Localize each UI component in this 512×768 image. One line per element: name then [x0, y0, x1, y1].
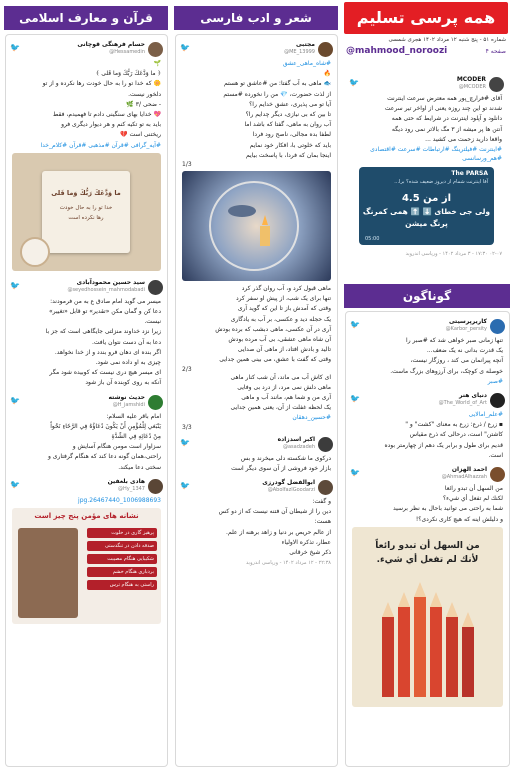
tweet-line: لطفا بده مجالی، ناصح رود فردا: [252, 131, 331, 139]
tweet-line: نیست.: [144, 318, 161, 326]
tweet-line: تنها برای یک شب، از پیش او سفر کرد: [235, 295, 331, 303]
image-list-item: راستی به هنگام ترس: [87, 580, 157, 590]
tweet-line: دانلود و آپلود اینترنت در شرایط که حتی همه: [391, 115, 502, 123]
tweet-line: ماهی دلش نمی مرد، از درد بی وفایی: [237, 383, 331, 391]
image-caption: من السهل أن تبدو رائعاً: [375, 540, 480, 551]
tweet-author[interactable]: دنیای هنر: [459, 392, 487, 400]
tweet-line: شما به راحتی می توانید باحال به نظر برسید: [393, 505, 503, 513]
avatar[interactable]: [490, 393, 505, 408]
quran-card: [5, 34, 168, 767]
avatar[interactable]: [490, 467, 505, 482]
quote-time: 05:00: [365, 236, 380, 243]
quote-title: The PARSA: [451, 170, 488, 178]
tweet-line: آری در آن عکسی، ماهی دبشب که برده بودش: [215, 325, 331, 333]
tweet-line: راحتی،همان گونه دعا کند که هنگام گرفتاری و: [47, 453, 161, 461]
tweet-line: 💖 خدایا بهای سنگینی دادم تا فهمیدم، فقط: [52, 111, 161, 119]
quote-line: از من 4.5: [401, 193, 452, 205]
avatar[interactable]: [490, 319, 505, 334]
masthead-handle[interactable]: @mahmood_noroozi: [346, 46, 448, 56]
tweet-hashtag[interactable]: #حسین_دهقان: [292, 414, 331, 422]
tweet-handle[interactable]: @AhmadAlhazzah: [441, 474, 487, 481]
tweet-line: یک حجله دید و عکسی، بر آب به یادگاری: [230, 315, 331, 323]
image-list-item: شکیبایی هنگام مصیبت: [87, 554, 157, 564]
avatar[interactable]: [148, 479, 163, 494]
avatar[interactable]: [318, 42, 333, 57]
tweet-line: آیا تو می پذیری، عشق خدایم را؟: [249, 100, 331, 108]
tweet-line: از لذت حضورت، 💎 من را نخورده #مستم: [223, 90, 331, 98]
tweet-author[interactable]: ابوالفضل گودرزی: [262, 479, 315, 487]
tweet-author[interactable]: حدیث نوشته: [108, 393, 145, 401]
tweet-line: ▪ زرع / ذرع: زرع به معنای "کشت" و ": [405, 421, 503, 429]
tweet-line: تنها زمانی صبر خواهی شد که #صبر را: [406, 337, 503, 344]
tweet-line: وقتی که گفت با عشق، می بینی همین جدایی: [219, 356, 331, 364]
avatar[interactable]: [148, 280, 163, 295]
tweet-author[interactable]: هادی بلغفین: [107, 477, 145, 485]
quote-line: ولی جی خطای ⬇️ ⬆️ همی کمرنگ: [362, 207, 491, 217]
tweet-handle[interactable]: @seyedhossein_mahmodabadi: [67, 286, 145, 293]
tweet-line: سختی دعا میکند.: [118, 463, 161, 471]
tweet-author[interactable]: مجتبی: [295, 41, 315, 48]
twitter-bird-icon: 🐦: [180, 43, 190, 52]
image-list-item: بردباری هنگام خشم: [87, 567, 157, 577]
tweet-line: و گفت:: [312, 498, 331, 506]
tweet-line: دین را از شیطان آن فتنه نیست که از دو کس: [218, 508, 331, 516]
section-header-poetry: شعر و ادب فارسی: [174, 6, 338, 30]
tweet-hashtag[interactable]: #شاه_ماهی_عشق: [282, 60, 331, 67]
tweet-handle[interactable]: @asadzadeh: [282, 443, 315, 450]
tweet-line: باید به تو تکیه کنم و هر دیوار دیگری فرو: [61, 121, 161, 129]
tweet-line: 🌼 که خدا تو را به حال خودت رها نکرده و از تو: [42, 80, 161, 88]
image-list-item: پرهیز گاری در خلوت: [87, 528, 157, 538]
thread-counter: 2/3: [182, 365, 192, 373]
quote-line: پرنگ میشن: [405, 219, 448, 229]
tweet-author[interactable]: حسام فرهنگی قوچانی: [77, 41, 145, 48]
tweet-line: امام باقر علیه السلام:: [106, 412, 161, 420]
quote-sub: آقا اینترنت شمام از دیروز ضعیف شده؟ برا...: [394, 179, 488, 186]
twitter-bird-icon: 🐦: [350, 320, 360, 329]
avatar[interactable]: [148, 395, 163, 410]
tweet-line: ماهی قبول کرد و، آب روان گذر کرد: [241, 285, 331, 293]
tweet-line: واقعا دارید زحمت می کشید ...: [425, 135, 502, 143]
middle-column: [172, 0, 340, 768]
tweet-line: آنتن ها پر میشه از ۳ مگ بالاتر نمی رود دیگه: [391, 125, 502, 133]
tweet-line: است.: [488, 451, 503, 459]
tweet-line: بازار خود فروشی از آن سوی دیگر است: [231, 464, 331, 472]
tweet-handle[interactable]: @Karbor_persity: [445, 326, 487, 332]
tweet-line: عطار، تذکره الاولیاء: [281, 538, 331, 546]
tweet-line: کاشتن" است، درحالی که ذرع مقیاس: [409, 431, 503, 439]
tweet-meta: ۰۲-۰۷ ۱۷:۳۰ - ۳ مرداد ۱۴۰۲ - ورپاسی اندروید: [405, 251, 502, 258]
tweet-line: دلخور نیست.: [128, 90, 161, 98]
tweet-image-fish-globe[interactable]: [182, 171, 331, 281]
tweet-line: اگر بنده ای دهان فرو بندد و از خدا نخواهد.: [54, 348, 161, 356]
quoted-tweet[interactable]: [359, 167, 494, 245]
tweet-line: من السهل أن تبدو رائعا: [444, 485, 503, 493]
tweet-line: مِنْ دُعَائِهِ فِي الشِّدَّةِ: [111, 433, 161, 441]
thread-counter: 1/3: [182, 161, 192, 169]
twitter-bird-icon: 🐦: [10, 280, 20, 290]
image-list-item: صدقه دادن در تنگدستی: [87, 541, 157, 551]
tweet-line: 🐟 ماهی به آب گفتا: من #عاشق تو هستم: [223, 80, 331, 88]
tweet-handle[interactable]: @H_jamshidi: [112, 401, 145, 408]
avatar[interactable]: [489, 77, 504, 92]
fish-globe-illustration: [182, 171, 327, 281]
tweet-hashtag[interactable]: #علم_امالایی: [468, 411, 503, 419]
tweet-line: یک لحظه غفلت از آن، یعنی همین جدایی: [230, 404, 331, 412]
poetry-card: [175, 34, 338, 767]
twitter-bird-icon: 🐦: [349, 78, 359, 87]
tweet-author[interactable]: اکبر اسدزاده: [277, 435, 315, 443]
tweet-line: شدند تو این چند روزه یعنی از اواخر تیر سرعت: [384, 105, 502, 113]
tweet-line: آری من و شما هم، مانند آب و ماهی: [241, 394, 331, 402]
tweet-handle[interactable]: @Hessamedin: [109, 49, 145, 55]
tweet-line: زیرا نزد خداوند منزلتی جایگاهی است که جز با: [45, 328, 161, 336]
masthead-issue: شماره ۵۱ - پنج شنبه ۱۲ مرداد ۱۴۰۲ هجری شمسی: [388, 37, 506, 43]
tweet-line: 🔥: [323, 70, 331, 78]
tweet-card-mcoder: [345, 74, 508, 276]
tweet-line: دعا کن و گمان مکن «تقدیر» تو قابل «تغییر»: [48, 308, 161, 316]
tweet-line: يَنْبَغي لِلْمُؤْمِنِ أَنْ يَكُونَ دُعَاؤُهُ فِي الرَّخَاءِ نَحْواً: [50, 422, 161, 430]
tweet-line: دركوى ما شكسته دلى ميخرند و بس: [240, 454, 331, 462]
twitter-bird-icon: 🐦: [10, 395, 20, 405]
tweet-line: دعا به آن دست نتوان یافت.: [92, 338, 161, 346]
tweet-handle[interactable]: @MCODER: [458, 84, 486, 90]
tweet-line: هست:: [314, 518, 331, 526]
tweet-line: ذکر شیخ خرقانی: [289, 549, 331, 557]
thread-counter: 3/3: [182, 423, 192, 431]
tweet-line: یک قدرت بدانی نه یک ضعف...: [426, 347, 503, 355]
twitter-bird-icon: 🐦: [10, 43, 20, 52]
tweet-line: آب روان به ماهی، گفتا که باشد اما: [244, 121, 331, 129]
tweet-author[interactable]: احمد الهزان: [451, 466, 487, 474]
tweet-line: ریختنی است 💔: [120, 131, 161, 139]
tweet-handle[interactable]: @Hy_1347: [118, 485, 145, 492]
tweet-line: - ضحی /۳ 🌿: [126, 100, 161, 108]
tweet-image-pencils[interactable]: [352, 527, 503, 707]
tweet-author[interactable]: سید حسین محمودآبادی: [76, 278, 145, 286]
tweet-line: آنچه پیرانمان می کند ، روزگار نیست،: [410, 357, 503, 365]
tweet-image-quran-card[interactable]: [12, 153, 161, 271]
tweet-line: 🌱: [153, 60, 161, 67]
tweet-line: چیزی به او داده نمی شود.: [95, 359, 161, 367]
tweet-line: آقای #فرارچ_پور همه معترض سرعت اینترنت: [387, 95, 502, 102]
tweet-line: میسر می گوید امام صادق ع به من فرمودند:: [50, 297, 161, 305]
tweet-line: سزاوار است مومن هنگام آسایش و: [72, 443, 161, 451]
image-caption: خدا تو را به حال خودت: [59, 204, 113, 211]
misc-card: [345, 311, 510, 767]
masthead-page: صفحه ۴: [485, 48, 506, 55]
section-header-quran: قرآن و معارف اسلامی: [4, 6, 168, 30]
left-column: [0, 0, 170, 768]
tweet-author[interactable]: MCODER: [456, 76, 486, 83]
image-caption: لأنك لم تفعل أي شيء.: [376, 554, 479, 565]
right-column: [342, 0, 512, 768]
tweet-author[interactable]: کاریرپرسیتی: [448, 318, 487, 325]
avatar[interactable]: [318, 437, 333, 452]
twitter-bird-icon: 🐦: [10, 479, 20, 489]
pencils-illustration: [352, 577, 502, 707]
tweet-handle[interactable]: @ME_13999: [284, 49, 315, 55]
tweet-line: آن شاه ماهی عشقی، بی آب مرده بودش: [228, 336, 331, 344]
masthead-logo: همه پرسی تسلیم: [344, 2, 508, 34]
tweet-link[interactable]: 1006988693_26467440.jpg: [78, 496, 161, 504]
tweet-meta: ۲۲:۳۸ - ۱۲ مرداد ۱۴۰۲ - ورپاسی اندروید: [246, 560, 331, 567]
tweet-line: ای کاش آب می ماند، آن شب کنار ماهی: [230, 373, 331, 381]
tweet-line: آنکه به روی کوبنده آن باز شود: [85, 379, 161, 387]
tweet-line: اینجا بمان که فردا، با پاسخت بیایم: [246, 151, 331, 159]
masthead: [342, 2, 510, 62]
image-title: نشانه های مؤمن پنج چیز است: [34, 512, 139, 521]
avatar[interactable]: [148, 42, 163, 57]
tweet-image-believer-signs[interactable]: [12, 508, 161, 624]
tweet-line: باید که خلوتی با، افکار خود نمایم: [249, 141, 331, 149]
tweet-line: قدیم برای طول و برابر یک دهم از چهارمتر بوده: [384, 441, 503, 449]
tweet-line: ای میسر هیچ دری نیست که کوبیده شود مگر: [49, 369, 161, 377]
tweet-line: ﴿ ما وَدَّعَكَ رَبُّكَ وَما قَلى ﴾: [95, 70, 161, 78]
section-header-misc: گوناگون: [344, 284, 510, 308]
tweet-line: و دلیلش اینه که هیچ کاری نکردی؟!: [415, 515, 503, 523]
twitter-bird-icon: 🐦: [180, 481, 190, 491]
image-caption: ما وَدَّعَكَ رَبُّكَ وَما قَلى: [51, 188, 121, 197]
tweet-line: خوصله ی کوچک، برای آرزوهای بزرگ ماست.: [390, 367, 503, 375]
tweet-line: لكنك لم تفعل أي شيء؟: [443, 495, 503, 503]
twitter-bird-icon: 🐦: [180, 437, 190, 447]
tweet-hashtags[interactable]: #آیه_گرافی #قرآن #مذهبی #قرآن #کلام_خدا: [40, 141, 161, 149]
avatar[interactable]: [318, 480, 333, 495]
tweet-line: از عالم حریص بر دنیا و زاهد برهنه از علم.: [226, 528, 331, 536]
twitter-bird-icon: 🐦: [350, 394, 360, 404]
tweet-hashtags[interactable]: #اینترنت #فیلترینگ #ارتباطات #سرعت #اقتصادی #هم_ورسانسی: [370, 146, 502, 163]
tweet-line: تالید و بادش افتاد، از ماهی آن صدایی: [237, 346, 331, 354]
tweet-hashtag[interactable]: #صبر: [487, 377, 503, 385]
tweet-line: تا بین که بی نیازی، دیگر چدایم را؟: [245, 111, 331, 119]
twitter-bird-icon: 🐦: [350, 468, 360, 478]
tweet-handle[interactable]: @AbolfazIGoodarzi: [267, 487, 315, 494]
tweet-handle[interactable]: @The_World_of_Art: [438, 400, 487, 407]
tweet-line: وقتی که آمدش باز تا این که گوید آری: [237, 305, 331, 313]
image-caption: رها نکرده است: [68, 214, 104, 221]
